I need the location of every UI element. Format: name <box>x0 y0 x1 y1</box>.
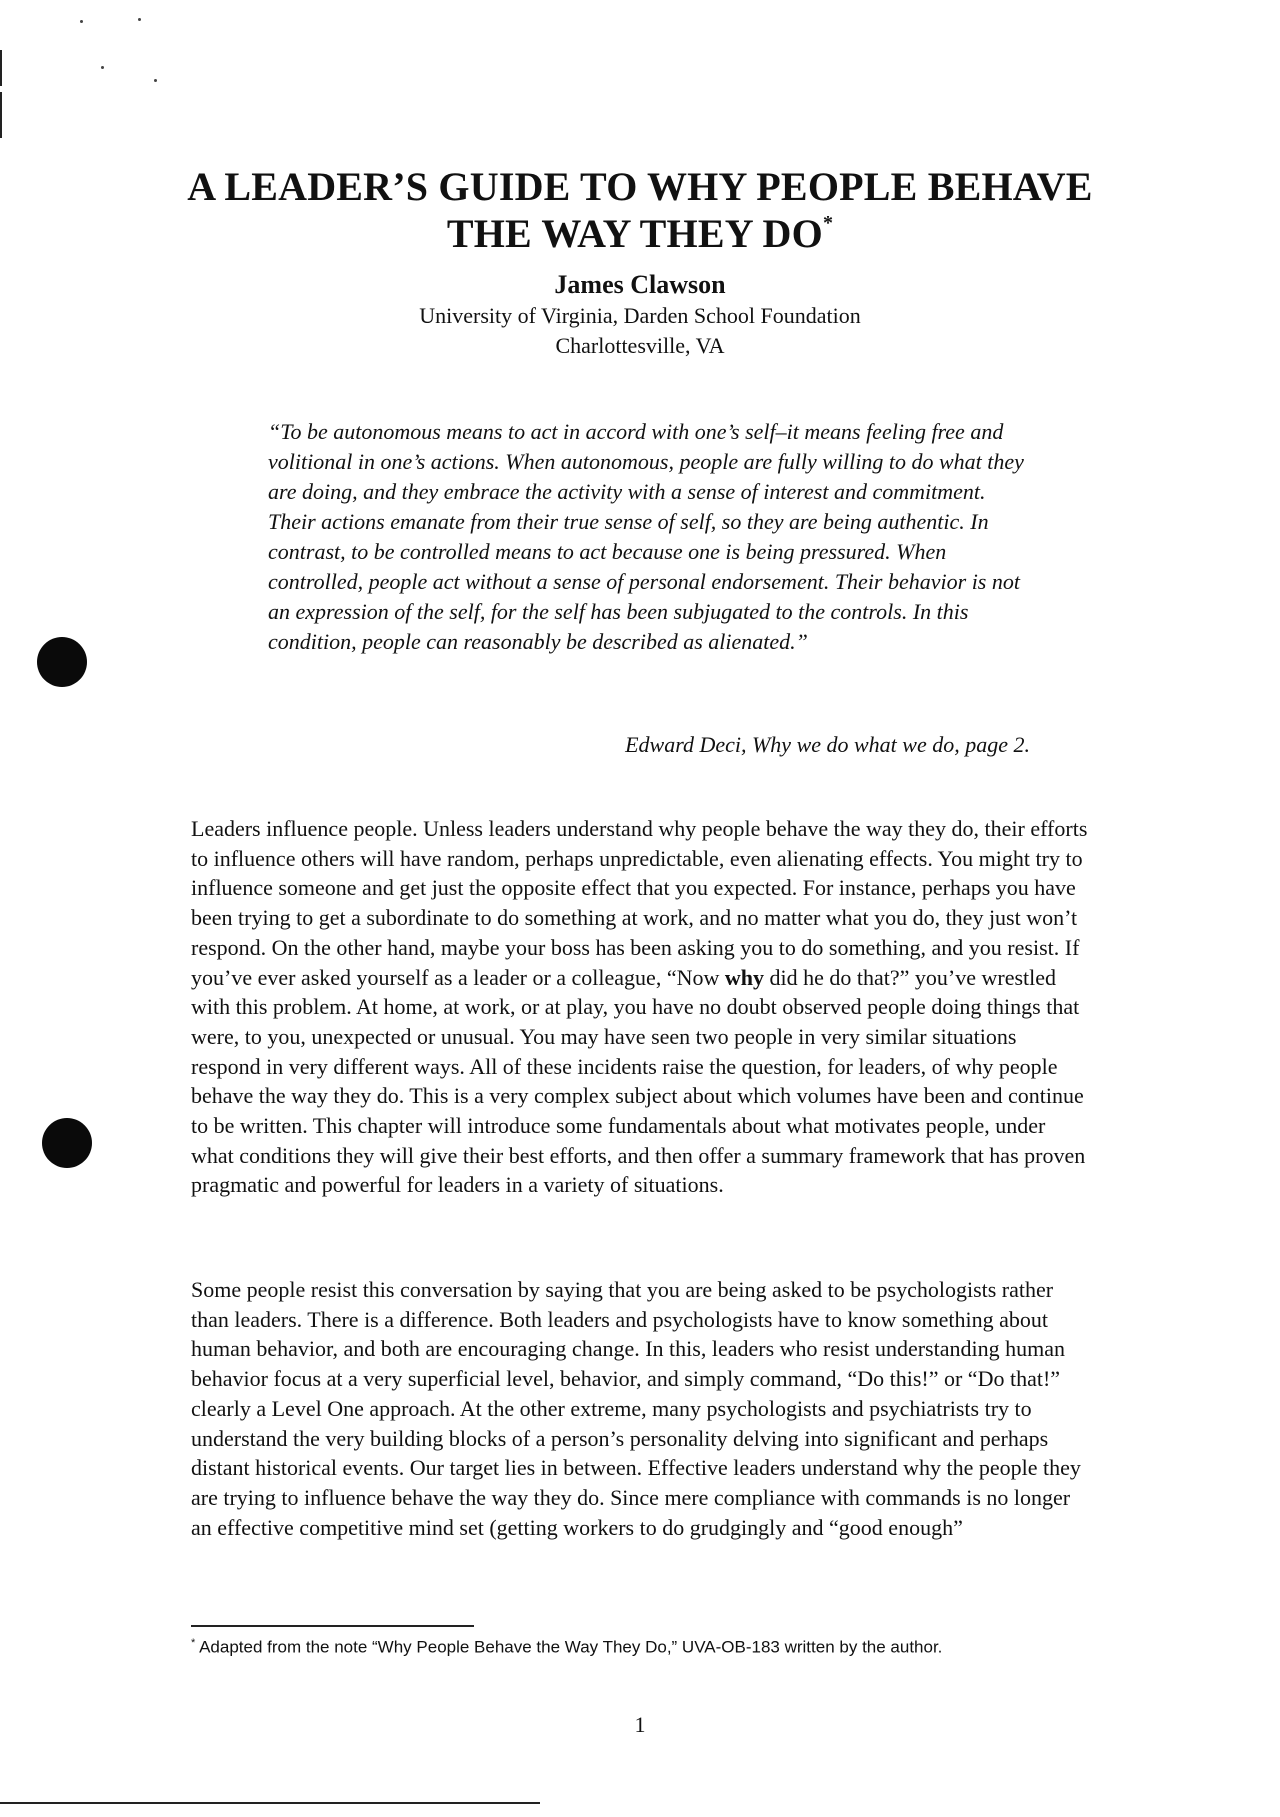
scan-speck <box>138 18 141 21</box>
scan-speck <box>101 66 104 69</box>
binder-hole <box>37 637 87 687</box>
footnote-text: Adapted from the note “Why People Behave the Way They Do,” UVA-OB-183 written by the author. <box>195 1637 943 1657</box>
epigraph-source: Edward Deci, Why we do what we do, page 2. <box>625 732 1030 757</box>
paragraph-1-emphasis: why <box>724 964 764 990</box>
scan-edge-mark-middle <box>0 92 2 138</box>
footnote <box>191 1637 1151 1658</box>
title-line-1: A LEADER’S GUIDE TO WHY PEOPLE BEHAVE <box>187 164 1093 209</box>
author-name: James Clawson <box>554 270 726 299</box>
title-footnote-marker: * <box>822 212 834 234</box>
body-paragraph-2 <box>191 1275 1091 1542</box>
scan-edge-mark-top <box>0 50 2 86</box>
page-number: 1 <box>634 1712 646 1737</box>
epigraph-text: “To be autonomous means to act in accord with one’s self–it means feeling free and volitional in one’s actions. When autonomous, people are fully willing to do what they are doing, and they embrace the activity with a sense of interest and commitment. Their actions emanate from their true sense of self, so they are being authentic. In contrast, to be controlled means to act because one is being pressured. When controlled, people act without a sense of personal endorsement. Their behavior is not an expression of the self, for the self has been subjugated to the controls. In this condition, people can reasonably be described as alienated.” <box>268 419 1024 654</box>
scan-speck <box>80 20 83 23</box>
title-line-2-text: THE WAY THEY DO <box>446 211 823 256</box>
paragraph-1 <box>191 814 1091 1200</box>
scan-speck <box>154 79 157 82</box>
epigraph-quote <box>268 417 1038 657</box>
affiliation-location: Charlottesville, VA <box>555 333 725 358</box>
affiliation-institution: University of Virginia, Darden School Foundation <box>419 303 861 328</box>
body-paragraph-1 <box>191 814 1091 1200</box>
binder-hole <box>42 1118 92 1168</box>
document-title <box>0 163 1280 257</box>
paragraph-2: Some people resist this conversation by saying that you are being asked to be psychologists rather than leaders. There is a difference. Both leaders and psychologists have to know something about human behavior, and both are encouraging change. In this, leaders who resist understanding human behavior focus at a very superficial level, behavior, and simply command, “Do this!” or “Do that!” clearly a Level One approach. At the other extreme, many psychologists and psychiatrists try to understand the very building blocks of a person’s personality delving into significant and perhaps distant historical events. Our target lies in between. Effective leaders understand why the people they are trying to influence behave the way they do. Since mere compliance with commands is no longer an effective competitive mind set (getting workers to do grudgingly and “good enough” <box>191 1277 1081 1540</box>
title-line-2 <box>0 210 1280 257</box>
scan-edge-mark-bottom <box>0 1802 540 1804</box>
paragraph-1-part-2: did he do that?” you’ve wrestled with this problem. At home, at work, or at play, you have no doubt observed people doing things that were, to you, unexpected or unusual. You may have seen two people in very similar situations respond in very different ways. All of these incidents raise the question, for leaders, of why people behave the way they do. This is a very complex subject about which volumes have been and continue to be written. This chapter will introduce some fundamentals about what motivates people, under what conditions they will give their best efforts, and then offer a summary framework that has proven pragmatic and powerful for leaders in a variety of situations. <box>191 964 1086 1198</box>
author-affiliation <box>0 301 1280 361</box>
footnote-divider <box>191 1625 474 1627</box>
footnote-marker: * <box>191 1637 196 1649</box>
paragraph-1-part-1: Leaders influence people. Unless leaders understand why people behave the way they do, their efforts to influence others will have random, perhaps unpredictable, even alienating effects. You might try to influence someone and get just the opposite effect that you expected. For instance, perhaps you have been trying to get a subordinate to do something at work, and no matter what you do, they just won’t respond. On the other hand, maybe your boss has been asking you to do something, and you resist. If you’ve ever asked yourself as a leader or a colleague, “Now <box>191 816 1088 990</box>
